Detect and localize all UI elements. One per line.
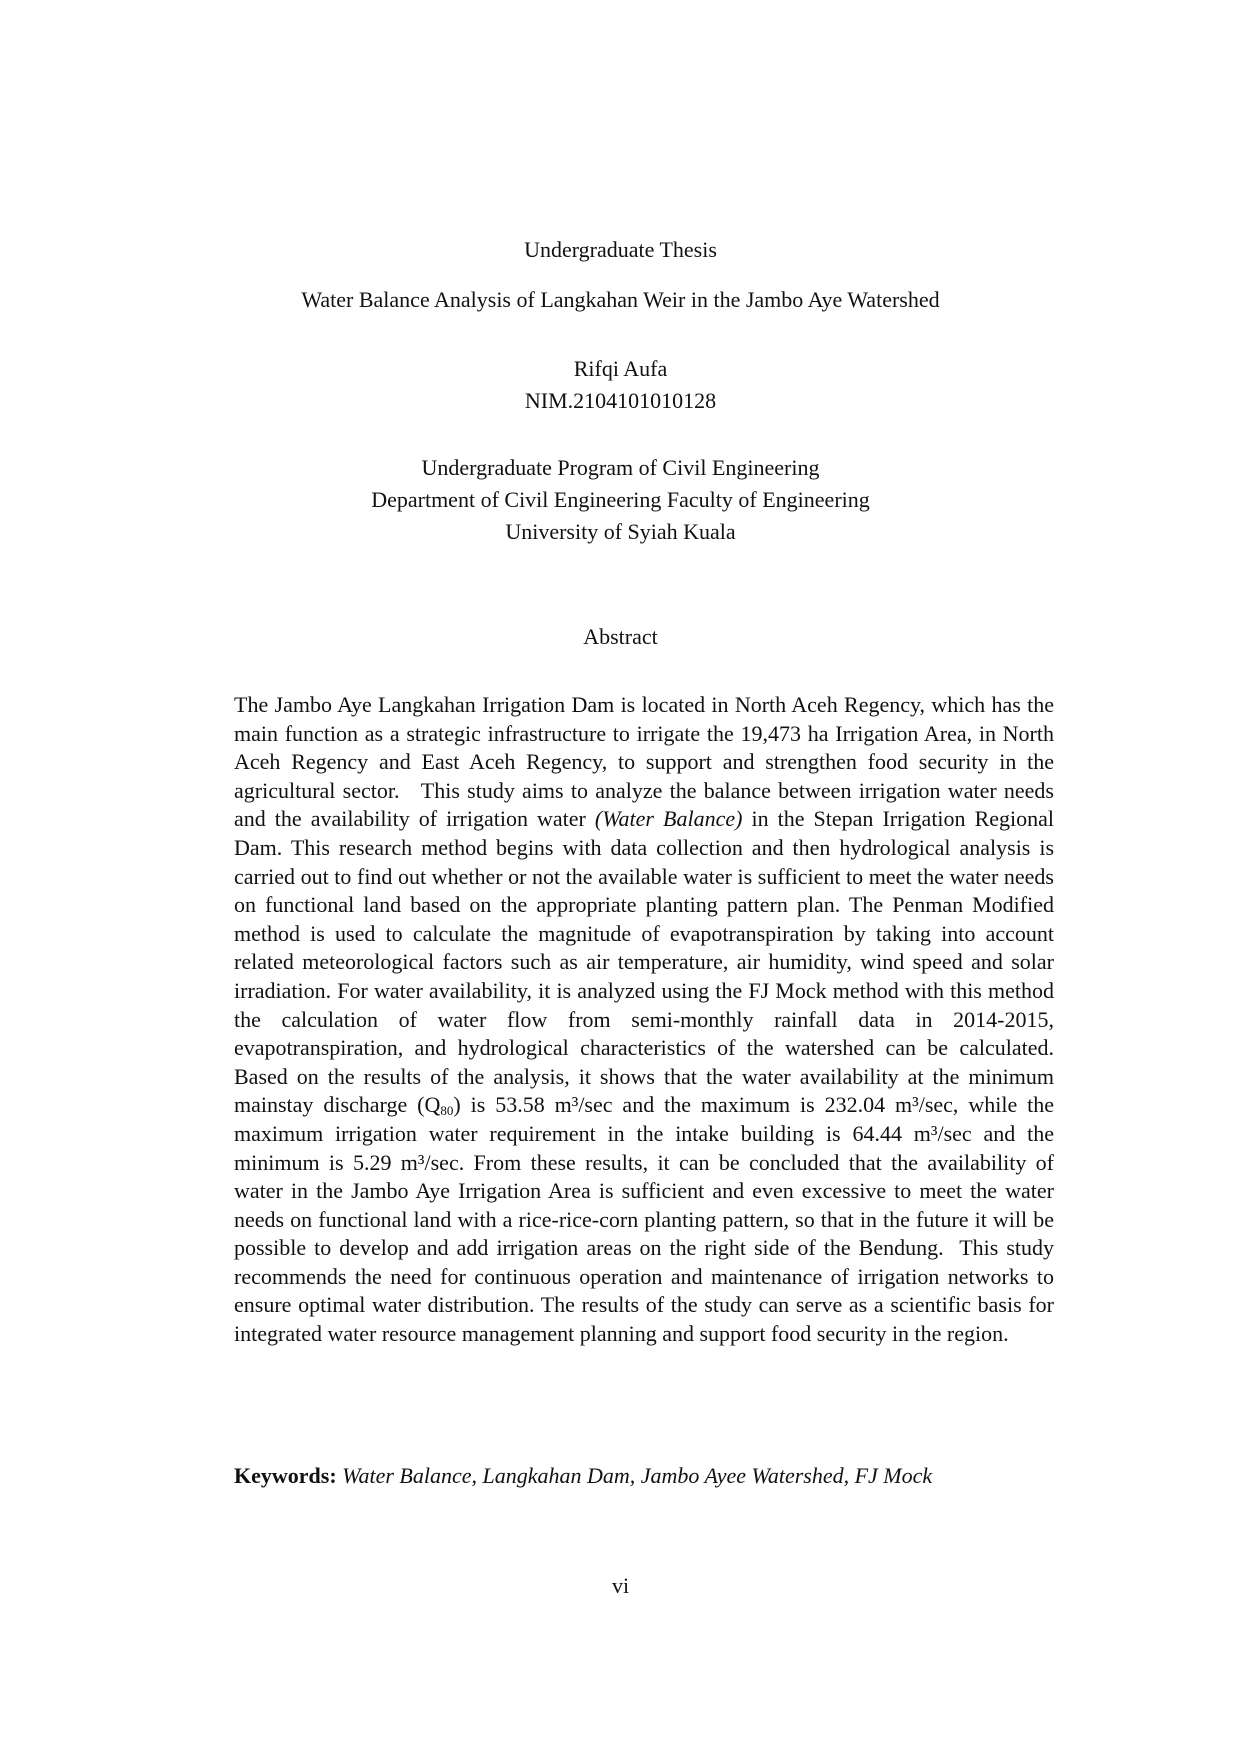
page-number: vi: [611, 1573, 630, 1598]
program-name: Undergraduate Program of Civil Engineering: [421, 455, 820, 480]
abstract-text-part1: The Jambo Aye Langkahan Irrigation Dam is located in North Aceh Regency, which has the main function as a strategic infrastructure to irrigate the 19,473 ha Irrigation Area, in North Aceh Regency and East Aceh Regency, to support and strengthen food security in the agricultural sector. This study aims to analyze the balance between irrigation water needs and the availability of irrigation water: [234, 692, 1054, 832]
keywords-values: Water Balance, Langkahan Dam, Jambo Ayee Watershed, FJ Mock: [342, 1463, 933, 1488]
document-type: Undergraduate Thesis: [524, 237, 717, 262]
q-subscript: 80: [440, 1103, 454, 1119]
university-name: University of Syiah Kuala: [505, 519, 736, 544]
abstract-heading: Abstract: [583, 624, 658, 649]
abstract-body: [234, 691, 1054, 1349]
author-name: Rifqi Aufa: [573, 356, 668, 381]
department-name: Department of Civil Engineering Faculty of Engineering: [371, 487, 870, 512]
student-id: NIM.2104101010128: [524, 388, 717, 413]
abstract-text-part2: in the Stepan Irrigation Regional Dam. This research method begins with data collection and then hydrological analysis is carried out to find out whether or not the available water is sufficient to meet the water needs on functional land based on the appropriate planting pattern plan. The Penman Modified method is used to calculate the magnitude of evapotranspiration by taking into account related meteorological factors such as air temperature, air humidity, wind speed and solar irradiation. For water availability, it is analyzed using the FJ Mock method with this method the calculation of water flow from semi-monthly rainfall data in 2014-2015, evapotranspiration, and hydrological characteristics of the watershed can be calculated. Based on the results of the analysis, it shows that the water availability at the minimum mainstay discharge (Q: [234, 806, 1055, 1118]
abstract-text-part3: ) is 53.58 m³/sec and the maximum is 232.04 m³/sec, while the maximum irrigation water requirement in the intake building is 64.44 m³/sec and the minimum is 5.29 m³/sec. From these results, it can be concluded that the availability of water in the Jambo Aye Irrigation Area is sufficient and even excessive to meet the water needs on functional land with a rice-rice-corn planting pattern, so that in the future it will be possible to develop and add irrigation areas on the right side of the Bendung. This study recommends the need for continuous operation and maintenance of irrigation networks to ensure optimal water distribution. The results of the study can serve as a scientific basis for integrated water resource management planning and support food security in the region.: [234, 1092, 1055, 1347]
abstract-italic-term: (Water Balance): [594, 806, 743, 832]
thesis-title: Water Balance Analysis of Langkahan Weir in the Jambo Aye Watershed: [301, 287, 940, 312]
keywords-label: Keywords:: [234, 1463, 337, 1488]
keywords-line: [234, 1462, 932, 1490]
